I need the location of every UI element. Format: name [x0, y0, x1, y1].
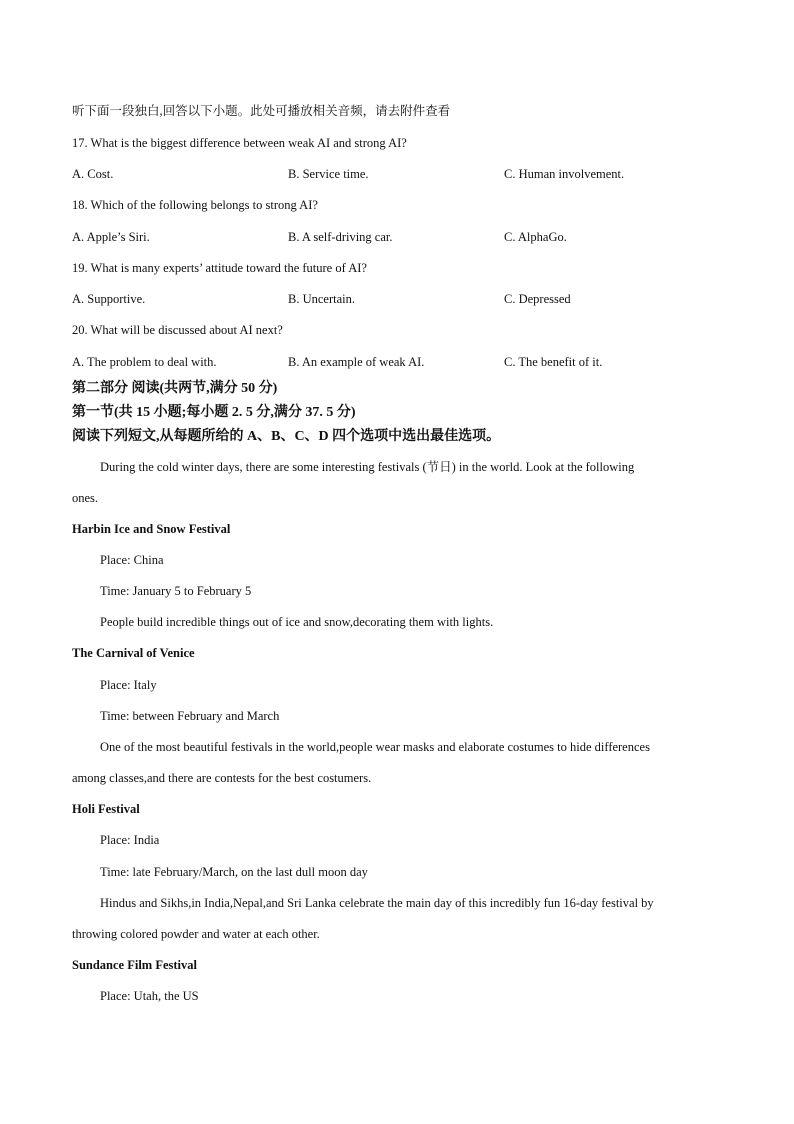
option-c: C. Depressed — [504, 292, 571, 306]
question-17: 17. What is the biggest difference between weak AI and strong AI? — [72, 136, 407, 150]
festival-time: Time: late February/March, on the last dull moon day — [100, 865, 368, 879]
option-a: A. Supportive. — [72, 292, 146, 306]
festival-place: Place: China — [100, 553, 164, 567]
festival-description: throwing colored powder and water at each other. — [72, 927, 320, 941]
option-a: A. The problem to deal with. — [72, 355, 217, 369]
option-b: B. An example of weak AI. — [288, 355, 425, 369]
intro-paragraph-line1: During the cold winter days, there are some interesting festivals (节日) in the world. Look at the following — [100, 460, 635, 474]
festival-description: One of the most beautiful festivals in the world,people wear masks and elaborate costumes to hide differences — [100, 740, 650, 754]
festival-place: Place: Utah, the US — [100, 989, 199, 1003]
festival-time: Time: January 5 to February 5 — [100, 584, 252, 598]
festival-time: Time: between February and March — [100, 709, 280, 723]
intro-paragraph-line2: ones. — [72, 491, 99, 505]
option-b: B. Service time. — [288, 167, 369, 181]
part2-title: 第二部分 阅读(共两节,满分 50 分) — [72, 381, 278, 396]
festival-heading: The Carnival of Venice — [72, 646, 195, 660]
option-c: C. The benefit of it. — [504, 355, 603, 369]
option-c: C. AlphaGo. — [504, 230, 567, 244]
option-a: A. Cost. — [72, 167, 114, 181]
question-20: 20. What will be discussed about AI next? — [72, 323, 283, 337]
section1-title: 第一节(共 15 小题;每小题 2. 5 分,满分 37. 5 分) — [72, 405, 356, 420]
section1-instruction: 阅读下列短文,从每题所给的 A、B、C、D 四个选项中选出最佳选项。 — [72, 429, 501, 444]
festival-heading: Holi Festival — [72, 802, 140, 816]
option-b: B. A self-driving car. — [288, 230, 393, 244]
festival-heading: Sundance Film Festival — [72, 958, 198, 972]
festival-description: People build incredible things out of ice and snow,decorating them with lights. — [100, 615, 494, 629]
question-18: 18. Which of the following belongs to strong AI? — [72, 198, 318, 212]
festival-place: Place: India — [100, 833, 160, 847]
option-a: A. Apple’s Siri. — [72, 230, 150, 244]
option-b: B. Uncertain. — [288, 292, 355, 306]
festival-description: among classes,and there are contests for the best costumers. — [72, 771, 372, 785]
option-c: C. Human involvement. — [504, 167, 625, 181]
festival-place: Place: Italy — [100, 678, 157, 692]
question-19: 19. What is many experts’ attitude toward the future of AI? — [72, 261, 367, 275]
festival-description: Hindus and Sikhs,in India,Nepal,and Sri Lanka celebrate the main day of this incredibly fun 16-day festival by — [100, 896, 654, 910]
listening-instruction: 听下面一段独白,回答以下小题。此处可播放相关音频，请去附件查看 — [72, 104, 451, 118]
festival-heading: Harbin Ice and Snow Festival — [72, 522, 231, 536]
